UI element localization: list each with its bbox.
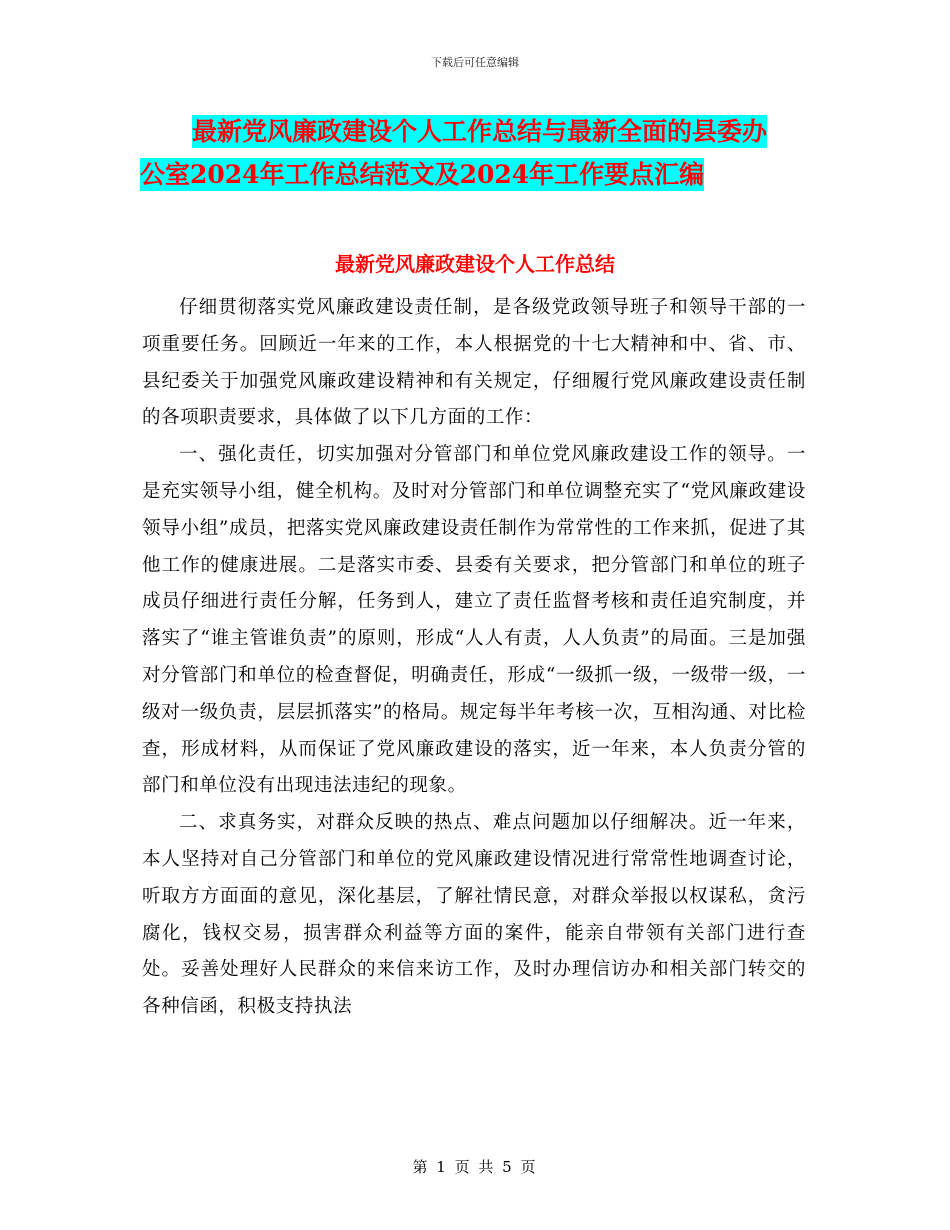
header-note: 下载后可任意编辑 [431,56,519,69]
paragraph-2: 一、强化责任，切实加强对分管部门和单位党风廉政建设工作的领导。一是充实领导小组，健全机构。及时对分管部门和单位调整充实了“党风廉政建设领导小组”成员，把落实党风廉政建设责任制作为常常性的工作来抓，促进了其他工作的健康进展。二是落实市委、县委有关要求，把分管部门和单位的班子成员仔细进行责任分解，任务到人，建立了责任监督考核和责任追究制度，并落实了“谁主管谁负责”的原则，形成“人人有责，人人负责”的局面。三是加强对分管部门和单位的检查督促，明确责任，形成“一级抓一级，一级带一级，一级对一级负责，层层抓落实”的格局。规定每半年考核一次，互相沟通、对比检查，形成材料，从而保证了党风廉政建设的落实，近一年来，本人负责分管的部门和单位没有出现违法违纪的现象。 [142,444,806,797]
paragraph-3: 二、求真务实，对群众反映的热点、难点问题加以仔细解决。近一年来，本人坚持对自己分管部门和单位的党风廉政建设情况进行常常性地调查讨论，听取方方面面的意见，深化基层，了解社情民意，对群众举报以权谋私，贪污腐化，钱权交易，损害群众利益等方面的案件，能亲自带领有关部门进行查处。妥善处理好人民群众的来信来访工作，及时办理信访办和相关部门转交的各种信函，积极支持执法 [142,812,806,1018]
title-line-1: 最新党风廉政建设个人工作总结与最新全面的县委办 [192,117,768,146]
title-line-2: 公室2024年工作总结范文及2024年工作要点汇编 [140,160,705,189]
paragraph-1: 仔细贯彻落实党风廉政建设责任制，是各级党政领导班子和领导干部的一项重要任务。回顾近一年来的工作，本人根据党的十七大精神和中、省、市、县纪委关于加强党风廉政建设精神和有关规定，仔细履行党风廉政建设责任制的各项职责要求，具体做了以下几方面的工作： [142,297,806,429]
body-text [142,290,806,1026]
page-footer: 第 1 页 共 5 页 [412,1158,538,1176]
section-title: 最新党风廉政建设个人工作总结 [335,252,615,276]
title-line-1-wrap [140,117,767,146]
document-title [140,110,820,196]
